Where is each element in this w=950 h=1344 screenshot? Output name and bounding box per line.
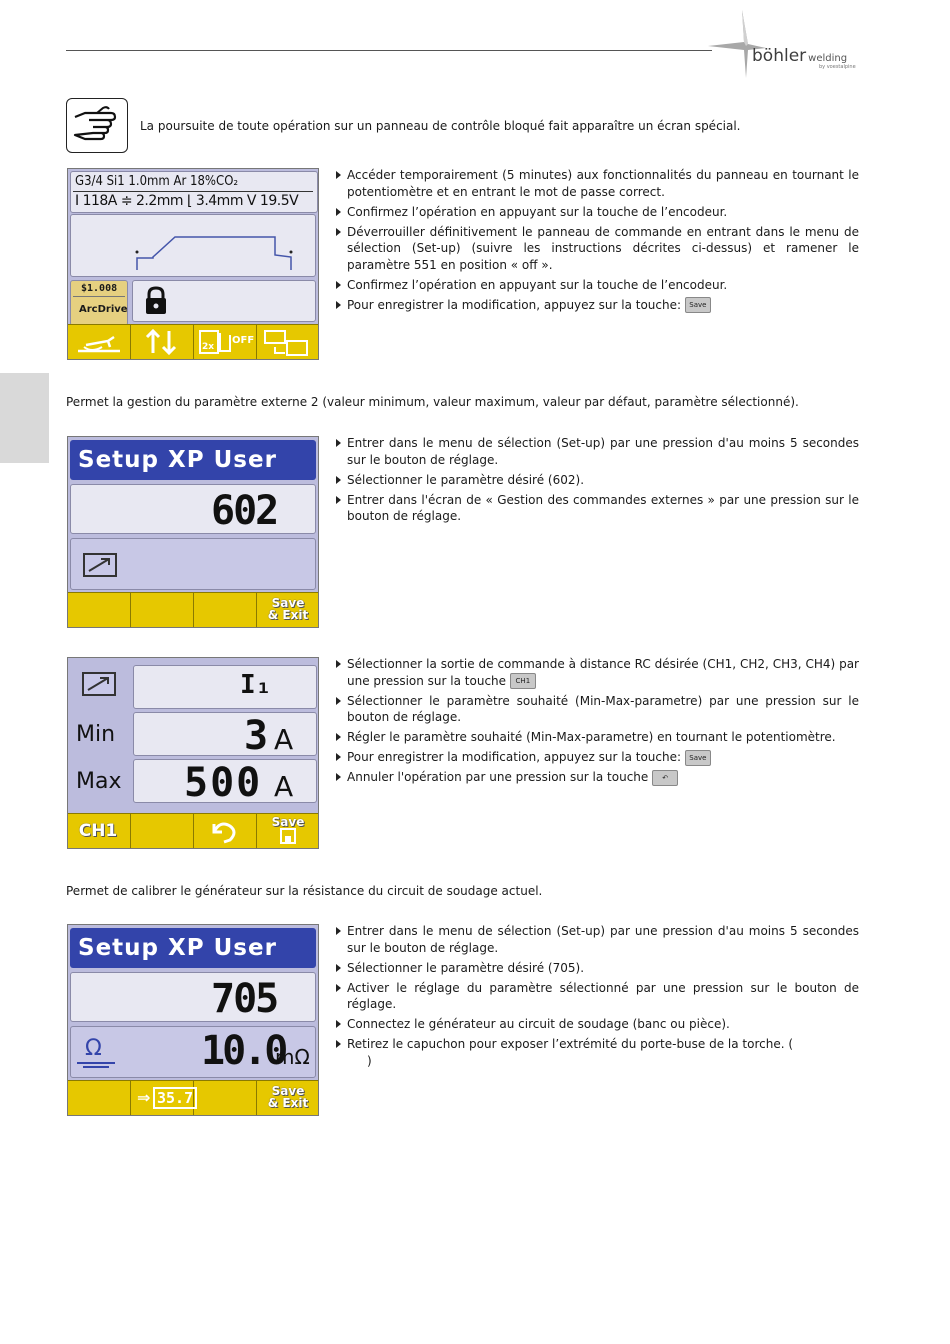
value-box bbox=[70, 972, 316, 1022]
save-label: Save bbox=[271, 1084, 305, 1098]
save-exit-button[interactable] bbox=[257, 593, 319, 627]
list-item: Confirmez l’opération en appuyant sur la touche de l’encodeur. bbox=[333, 204, 859, 221]
calibrate-value: 35.7 bbox=[153, 1087, 197, 1109]
ch1-button[interactable] bbox=[68, 814, 131, 848]
list-item: Régler le paramètre souhaité (Min-Max-parametre) en tournant le potentiomètre. bbox=[333, 729, 859, 746]
undo-key-icon: ↶ bbox=[652, 770, 678, 786]
save-exit-button[interactable] bbox=[257, 1081, 319, 1115]
svg-text:Ω: Ω bbox=[85, 1036, 102, 1061]
ch1-key-icon: CH1 bbox=[510, 673, 536, 689]
softkey-2[interactable] bbox=[131, 593, 194, 627]
lcd1-button-bar bbox=[68, 324, 318, 359]
side-tab bbox=[0, 373, 49, 463]
lcd-min-max bbox=[67, 657, 319, 849]
softkey-3[interactable] bbox=[194, 593, 257, 627]
save-label: Save bbox=[271, 815, 305, 829]
resistance-value: 10.0 bbox=[201, 1028, 286, 1074]
min-box bbox=[133, 712, 317, 759]
lcd2-button-bar bbox=[68, 592, 318, 627]
max-unit: A bbox=[274, 770, 294, 803]
program-button[interactable] bbox=[257, 325, 319, 359]
list-item: Entrer dans le menu de sélection (Set-up) par une pression d'au moins 5 secondes sur le bouton de réglage. bbox=[333, 923, 859, 956]
icon-row bbox=[70, 538, 316, 590]
lcd-header: Setup XP User bbox=[70, 440, 316, 480]
external-control-icon bbox=[82, 672, 116, 696]
torch-button[interactable] bbox=[68, 325, 131, 359]
x2-label: 2x bbox=[202, 342, 215, 352]
param-number: 602 bbox=[211, 488, 278, 534]
ch1-label: CH1 bbox=[78, 821, 118, 841]
side-value: $1.008 bbox=[81, 283, 118, 294]
section2-bullets bbox=[333, 435, 859, 528]
value-box bbox=[70, 484, 316, 534]
side-label: ArcDrive bbox=[79, 304, 128, 315]
section2-para: Permet la gestion du paramètre externe 2 (valeur minimum, valeur maximum, valeur par défaut, paramètre sélectionné). bbox=[66, 395, 799, 409]
list-item: Confirmez l’opération en appuyant sur la touche de l’encodeur. bbox=[333, 277, 859, 294]
min-value: 3 bbox=[244, 713, 269, 759]
updown-button[interactable] bbox=[131, 325, 194, 359]
lcd-header: Setup XP User bbox=[70, 928, 316, 968]
list-item: Entrer dans l'écran de « Gestion des commandes externes » par une pression sur le bouton de réglage. bbox=[333, 492, 859, 525]
list-item: Retirez le capuchon pour exposer l’extrémité du porte-buse de la torche. ( ) bbox=[333, 1036, 859, 1069]
external-control-icon bbox=[83, 553, 117, 577]
undo-icon bbox=[194, 814, 256, 848]
ohm-icon bbox=[75, 1033, 119, 1073]
section3-bullets bbox=[333, 656, 859, 789]
section4-para: Permet de calibrer le générateur sur la résistance du circuit de soudage actuel. bbox=[66, 884, 543, 898]
min-label: Min bbox=[76, 722, 116, 747]
param-box bbox=[133, 665, 317, 709]
arrow-right-icon: ⇒ bbox=[137, 1088, 151, 1107]
list-item: Pour enregistrer la modification, appuyez sur la touche: Save bbox=[333, 297, 859, 314]
list-item: Activer le réglage du paramètre sélectionné par une pression sur le bouton de réglage. bbox=[333, 980, 859, 1013]
brand-sub: by voestalpine bbox=[819, 64, 856, 70]
lcd3-button-bar bbox=[68, 813, 318, 848]
softkey-3[interactable] bbox=[194, 1081, 257, 1115]
lcd-top-line: G3/4 Si1 1.0mm Ar 18%CO₂ bbox=[75, 174, 239, 189]
max-label: Max bbox=[76, 769, 122, 794]
list-item: Sélectionner le paramètre désiré (602). bbox=[333, 472, 859, 489]
save-key-icon: Save bbox=[685, 750, 711, 766]
section1-bullets bbox=[333, 167, 859, 317]
exit-label: & Exit bbox=[267, 1096, 309, 1110]
list-item: Annuler l'opération par une pression sur la touche ↶ bbox=[333, 769, 859, 786]
floppy-icon bbox=[257, 814, 319, 848]
mode-2x-off-button[interactable] bbox=[194, 325, 257, 359]
lcd-status-line: I 118A ≑ 2.2mm ⌊ 3.4mm V 19.5V bbox=[75, 193, 299, 209]
lcd-setup-705 bbox=[67, 924, 319, 1116]
lock-icon bbox=[143, 285, 169, 317]
list-item: Sélectionner le paramètre désiré (705). bbox=[333, 960, 859, 977]
list-item: Entrer dans le menu de sélection (Set-up) par une pression d'au moins 5 secondes sur le bouton de réglage. bbox=[333, 435, 859, 468]
resistance-row bbox=[70, 1026, 316, 1078]
brand-logo: böhler welding bbox=[752, 46, 848, 66]
param-symbol: I₁ bbox=[240, 670, 272, 700]
list-item: Déverrouiller définitivement le panneau de commande en entrant dans le menu de sélection (Set-up) (suivre les instructions décrites ci-dessus) et ramener le paramètre 551 en position « off ». bbox=[333, 224, 859, 274]
max-box bbox=[133, 759, 317, 806]
intro-text: La poursuite de toute opération sur un panneau de contrôle bloqué fait apparaître un écran spécial. bbox=[140, 119, 741, 133]
waveform-box bbox=[70, 214, 316, 277]
lock-box bbox=[132, 280, 316, 322]
exit-label: & Exit bbox=[267, 608, 309, 622]
lcd4-button-bar bbox=[68, 1080, 318, 1115]
softkey-1[interactable] bbox=[68, 1081, 131, 1115]
waveform-icon bbox=[71, 215, 315, 276]
param-number: 705 bbox=[211, 976, 278, 1022]
softkey-2[interactable] bbox=[131, 814, 194, 848]
off-label: OFF bbox=[232, 335, 255, 346]
list-item: Sélectionner la sortie de commande à distance RC désirée (CH1, CH2, CH3, CH4) par une pression sur la touche CH1 bbox=[333, 656, 859, 689]
side-value-box bbox=[70, 280, 128, 326]
undo-button[interactable] bbox=[194, 814, 257, 848]
list-item: Pour enregistrer la modification, appuyez sur la touche: Save bbox=[333, 749, 859, 766]
save-key-icon: Save bbox=[685, 297, 711, 313]
resistance-unit: mΩ bbox=[275, 1045, 310, 1069]
min-unit: A bbox=[274, 723, 294, 756]
section4-bullets bbox=[333, 923, 859, 1073]
save-label: Save bbox=[271, 596, 305, 610]
lcd-setup-602 bbox=[67, 436, 319, 628]
save-button[interactable] bbox=[257, 814, 319, 848]
max-value: 500 bbox=[184, 760, 263, 806]
list-item: Connectez le générateur au circuit de soudage (banc ou pièce). bbox=[333, 1016, 859, 1033]
closing-paren: ) bbox=[367, 1053, 372, 1068]
pointing-hand-icon bbox=[66, 98, 128, 153]
calibrate-button[interactable] bbox=[131, 1081, 194, 1115]
lcd-locked-panel bbox=[67, 168, 319, 360]
header-rule bbox=[66, 50, 712, 51]
list-item: Accéder temporairement (5 minutes) aux fonctionnalités du panneau en tournant le potentiomètre et en entrant le mot de passe correct. bbox=[333, 167, 859, 200]
softkey-1[interactable] bbox=[68, 593, 131, 627]
list-item: Sélectionner le paramètre souhaité (Min-Max-parametre) par une pression sur le bouton de réglage. bbox=[333, 693, 859, 726]
